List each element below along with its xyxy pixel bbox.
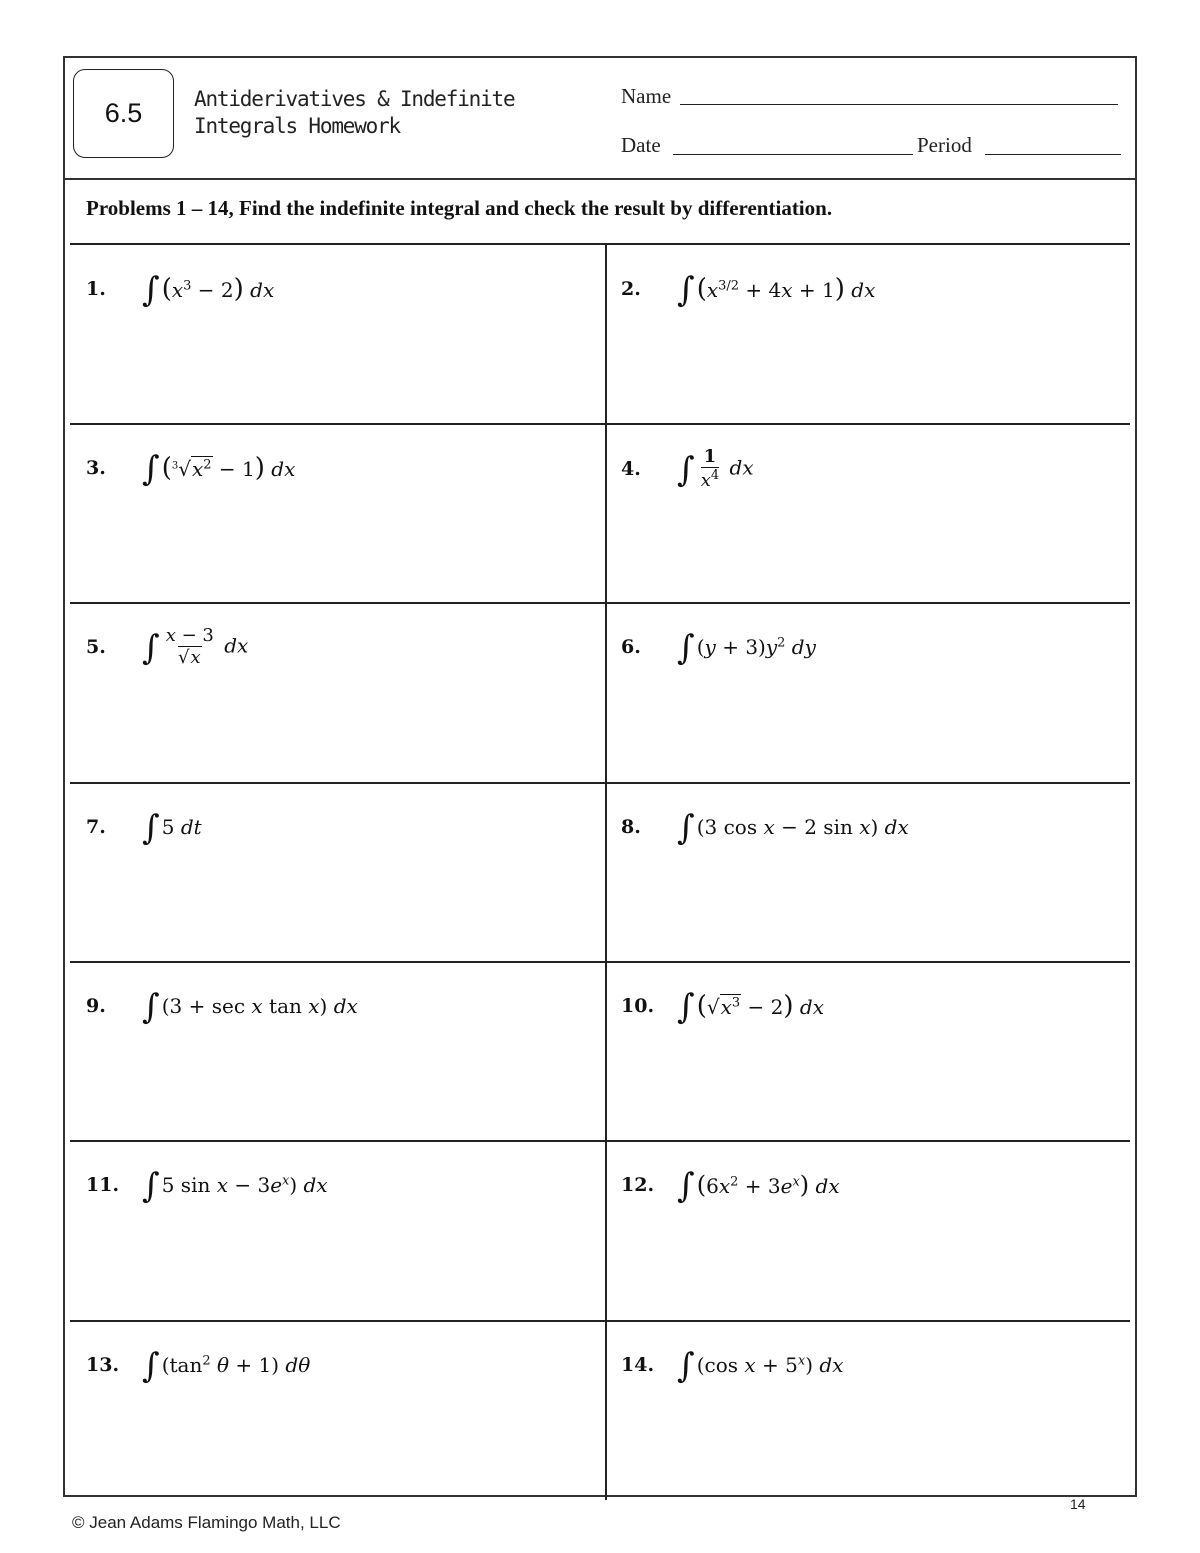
name-line <box>680 104 1118 105</box>
integrand: $(x^{3/2} + 4x + 1)$ dx <box>696 274 876 304</box>
integrand: (3 + sec x tan x) dx <box>161 994 358 1018</box>
header-divider <box>63 178 1137 180</box>
problem-number: 9. <box>86 995 106 1017</box>
problem-13 <box>86 1346 311 1386</box>
integral-sign-icon: ∫ <box>677 1166 695 1206</box>
grid-line <box>70 1320 1130 1322</box>
integral-sign-icon: ∫ <box>142 987 160 1027</box>
problem-number: 6. <box>621 636 641 658</box>
problem-10 <box>621 987 824 1027</box>
problem-number: 1. <box>86 278 106 300</box>
integral-sign-icon: ∫ <box>142 808 160 848</box>
problem-number: 2. <box>621 278 641 300</box>
integrand: $(√x^3 - 2)$ dx <box>696 991 824 1021</box>
problem-1 <box>86 270 275 310</box>
problem-number: 14. <box>621 1354 655 1376</box>
period-label: Period <box>917 133 972 157</box>
grid-line <box>70 1140 1130 1142</box>
copyright: © Jean Adams Flamingo Math, LLC <box>72 1513 341 1532</box>
integral-sign-icon: ∫ <box>677 987 695 1027</box>
section-badge: 6.5 <box>73 69 174 158</box>
problem-12 <box>621 1166 840 1206</box>
integral-sign-icon: ∫ <box>677 808 695 848</box>
problem-number: 4. <box>621 457 641 480</box>
integral-sign-icon: ∫ <box>677 1346 695 1386</box>
grid-line <box>70 602 1130 604</box>
integrand: $(x^3 - 2)$ dx <box>161 274 275 304</box>
integrand: $\frac{1}{x^4}$ dx <box>700 446 754 491</box>
integral-sign-icon: ∫ <box>677 628 695 668</box>
integrand: (cos $x + 5^x$) dx <box>696 1353 844 1377</box>
problem-number: 3. <box>86 457 106 479</box>
problem-8 <box>621 808 909 848</box>
integral-sign-icon: ∫ <box>142 270 160 310</box>
instructions: Problems 1 – 14, Find the indefinite integral and check the result by differentiation. <box>86 196 833 220</box>
problem-14 <box>621 1346 844 1386</box>
problem-7 <box>86 808 202 848</box>
integrand: $(6x^2 + 3e^x)$ dx <box>696 1171 840 1199</box>
worksheet-title: Antiderivatives & Indefinite Integrals Homework <box>194 87 515 138</box>
problem-number: 7. <box>86 816 106 838</box>
problem-9 <box>86 987 358 1027</box>
problem-number: 12. <box>621 1174 655 1196</box>
problem-number: 5. <box>86 635 106 658</box>
integrand: $(^3√x^2 - 1)$ dx <box>161 453 296 483</box>
problem-6 <box>621 628 816 668</box>
problem-3 <box>86 449 296 489</box>
grid-line <box>70 423 1130 425</box>
integrand: ($\tan^2$ θ + 1) dθ <box>161 1353 311 1377</box>
problem-5 <box>86 626 248 668</box>
problem-number: 10. <box>621 995 655 1017</box>
integral-sign-icon: ∫ <box>142 1346 160 1386</box>
integrand: $\frac{x - 3}{√x}$ dx <box>165 625 249 668</box>
grid-column-divider <box>605 244 607 1500</box>
name-label: Name <box>621 84 672 108</box>
problem-2 <box>621 270 876 310</box>
integral-sign-icon: ∫ <box>142 627 160 668</box>
problem-11 <box>86 1166 328 1206</box>
grid-line <box>70 243 1130 245</box>
integrand: 5 dt <box>161 815 202 839</box>
integral-sign-icon: ∫ <box>677 270 695 310</box>
page-number: 14 <box>1070 1496 1086 1512</box>
date-label: Date <box>621 133 661 157</box>
integrand: (3 cos x − 2 sin x) dx <box>696 815 909 839</box>
integrand: $(y + 3)y^2$ dy <box>696 635 816 659</box>
date-line <box>673 154 913 155</box>
grid-line <box>70 782 1130 784</box>
grid-line <box>70 961 1130 963</box>
integral-sign-icon: ∫ <box>142 1166 160 1206</box>
problem-4 <box>621 447 754 491</box>
period-line <box>985 154 1121 155</box>
problem-number: 13. <box>86 1354 120 1376</box>
integral-sign-icon: ∫ <box>677 449 695 490</box>
integrand: 5 $\sin x - 3e^x$) dx <box>161 1173 328 1197</box>
problem-number: 8. <box>621 816 641 838</box>
problem-number: 11. <box>86 1174 120 1196</box>
integral-sign-icon: ∫ <box>142 449 160 489</box>
